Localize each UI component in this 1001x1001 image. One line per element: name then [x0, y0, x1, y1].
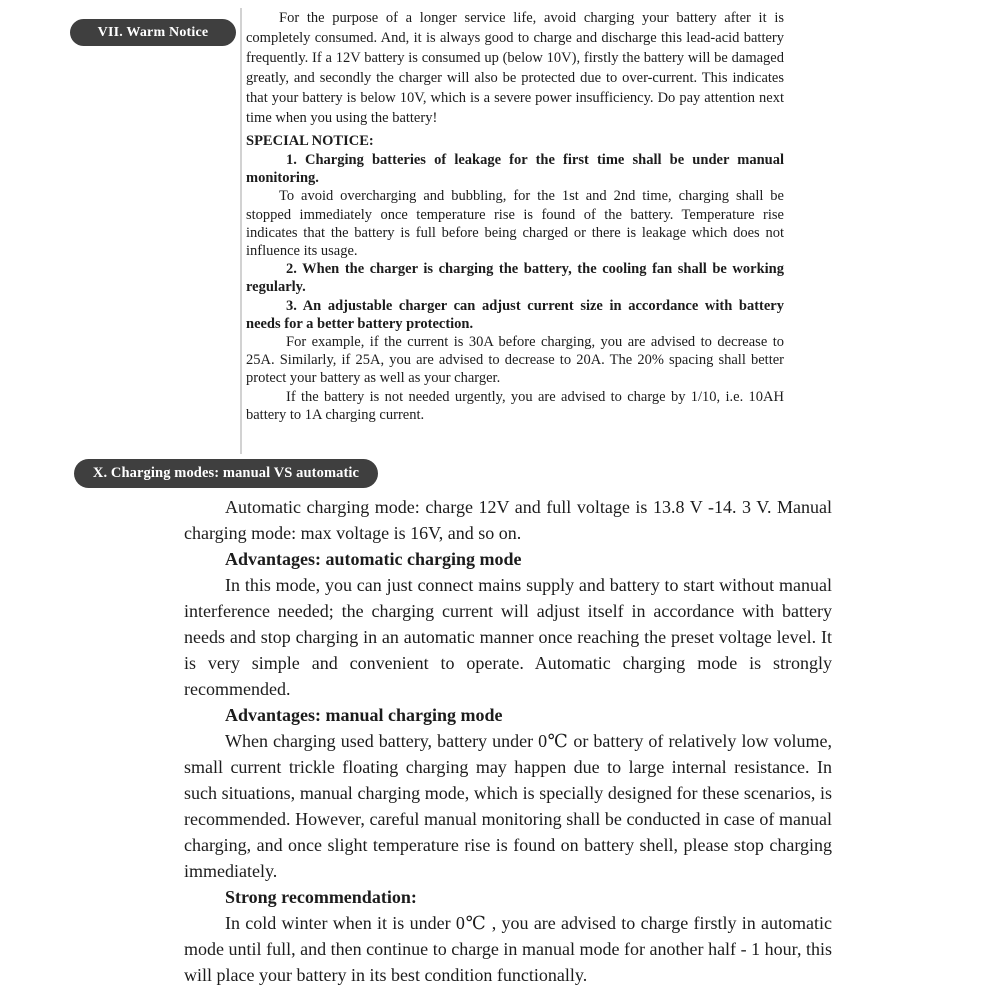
section-7-warm-notice — [246, 8, 784, 424]
section-divider-line — [240, 8, 242, 454]
section-10-badge: X. Charging modes: manual VS automatic — [74, 459, 378, 488]
special-notice-heading: SPECIAL NOTICE: — [246, 133, 374, 149]
manual-mode-body: When charging used battery, battery under 0℃ or battery of relatively low volume, small current trickle floating charging may happen due to large internal resistance. In such situations, manual charging mode, which is specially designed for these scenarios, is recommended. However, careful manual monitoring shall be conducted in case of manual charging, and once slight temperature rise is found on battery shell, please stop charging immediately. — [184, 731, 832, 881]
charging-modes-intro: Automatic charging mode: charge 12V and full voltage is 13.8 V -14. 3 V. Manual charging mode: max voltage is 16V, and so on. — [184, 497, 832, 543]
strong-recommendation-body: In cold winter when it is under 0℃ , you are advised to charge firstly in automatic mode until full, and then continue to charge in manual mode for another half - 1 hour, this will place your battery in its best condition functionally. — [184, 913, 832, 985]
automatic-mode-body: In this mode, you can just connect mains supply and battery to start without manual interference needed; the charging current will adjust itself in accordance with battery needs and stop charging in an automatic manner once reaching the preset voltage level. It is very simple and convenient to operate. Automatic charging mode is strongly recommended. — [184, 575, 832, 699]
strong-recommendation-heading: Strong recommendation: — [225, 887, 417, 907]
section-10-charging-modes — [184, 494, 832, 988]
notice-item-2-title: 2. When the charger is charging the battery, the cooling fan shall be working regularly. — [246, 261, 784, 296]
special-notice-list — [246, 151, 784, 424]
notice-item-3-title: 3. An adjustable charger can adjust current size in accordance with battery needs for a better battery protection. — [246, 297, 784, 332]
manual-mode-heading: Advantages: manual charging mode — [225, 705, 503, 725]
notice-item-3-advice: If the battery is not needed urgently, you are advised to charge by 1/10, i.e. 10AH battery to 1A charging current. — [246, 388, 784, 423]
notice-item-1-title: 1. Charging batteries of leakage for the first time shall be under manual monitoring. — [246, 152, 784, 187]
notice-item-1-body: To avoid overcharging and bubbling, for the 1st and 2nd time, charging shall be stopped immediately once temperature rise is found of the battery. Temperature rise indicates that the battery is full before being charged or there is leakage which does not influence its usage. — [246, 188, 784, 260]
automatic-mode-heading: Advantages: automatic charging mode — [225, 549, 522, 569]
warm-notice-intro: For the purpose of a longer service life, avoid charging your battery after it is completely consumed. And, it is always good to charge and discharge this lead-acid battery frequently. If a 12V battery is consumed up (below 10V), firstly the battery will be damaged greatly, and secondly the charger will also be protected due to over-current. This indicates that your battery is below 10V, which is a severe power insufficiency. Do pay attention next time when you using the battery! — [246, 10, 784, 126]
notice-item-3-example: For example, if the current is 30A before charging, you are advised to decrease to 25A. Similarly, if 25A, you are advised to decrease to 20A. The 20% spacing shall better protect your battery as well as your charger. — [246, 334, 784, 387]
section-7-badge: VII. Warm Notice — [70, 19, 236, 46]
